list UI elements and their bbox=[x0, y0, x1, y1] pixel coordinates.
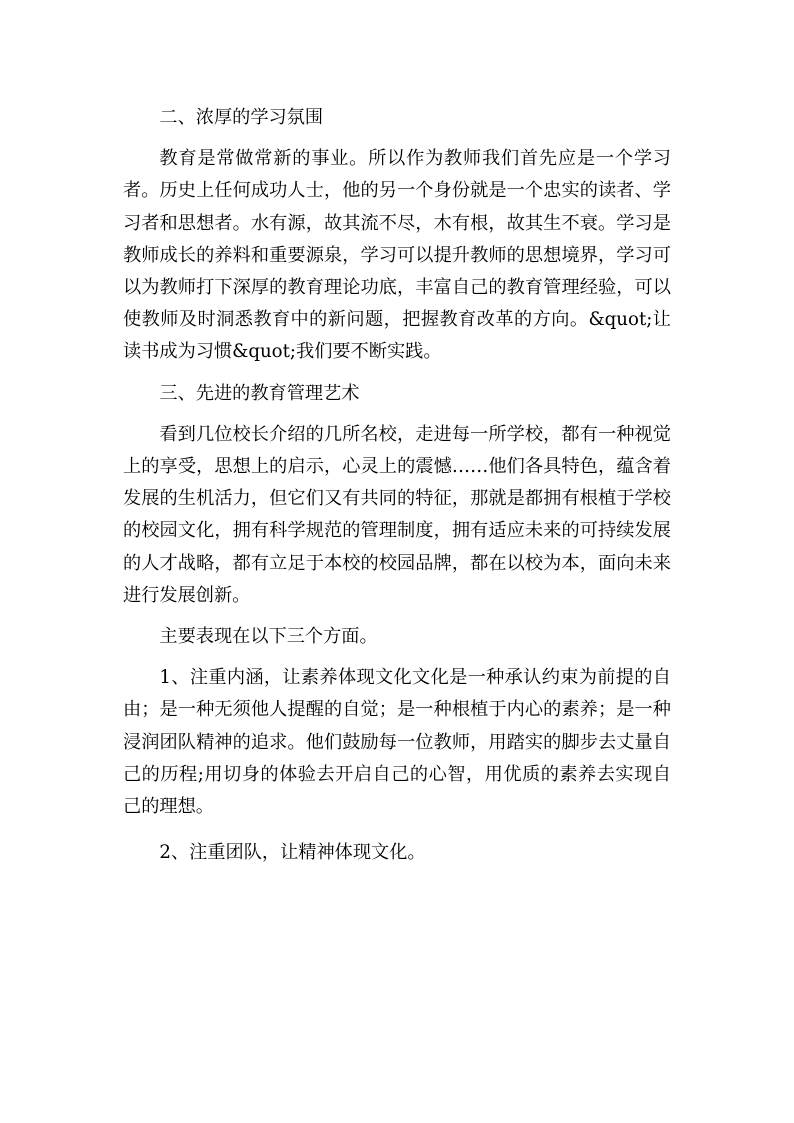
paragraph-learning: 教育是常做常新的事业。所以作为教师我们首先应是一个学习者。历史上任何成功人士，他的另一个身份就是一个忠实的读者、学习者和思想者。水有源，故其流不尽，木有根，故其生不衰。学习是教师成长的养料和重要源泉，学习可以提升教师的思想境界，学习可以为教师打下深厚的教育理论功底，丰富自己的教育管理经验，可以使教师及时洞悉教育中的新问题，把握教育改革的方向。&quot;让读书成为习惯&quot;我们要不断实践。 bbox=[123, 148, 671, 363]
paragraph-famous-schools: 看到几位校长介绍的几所名校，走进每一所学校，都有一种视觉上的享受，思想上的启示，心灵上的震憾……他们各具特色，蕴含着发展的生机活力，但它们又有共同的特征，那就是都拥有根植于学校的校园文化，拥有科学规范的管理制度，拥有适应未来的可持续发展的人才战略，都有立足于本校的校园品牌，都在以校为本，面向未来进行发展创新。 bbox=[123, 423, 671, 606]
section-heading-learning-atmosphere: 二、浓厚的学习氛围 bbox=[159, 107, 324, 128]
section-heading-management-art: 三、先进的教育管理艺术 bbox=[159, 382, 360, 404]
paragraph-point-one: 1、注重内涵，让素养体现文化文化是一种承认约束为前提的自由；是一种无须他人提醒的自觉；是一种根植于内心的素养；是一种浸润团队精神的追求。他们鼓励每一位教师，用踏实的脚步去丈量自己的历程;用切身的体验去开启自己的心智，用优质的素养去实现自己的理想。 bbox=[123, 667, 671, 818]
paragraph-point-two: 2、注重团队，让精神体现文化。 bbox=[159, 842, 426, 864]
paragraph-three-aspects: 主要表现在以下三个方面。 bbox=[159, 626, 378, 648]
document-body bbox=[123, 102, 671, 878]
